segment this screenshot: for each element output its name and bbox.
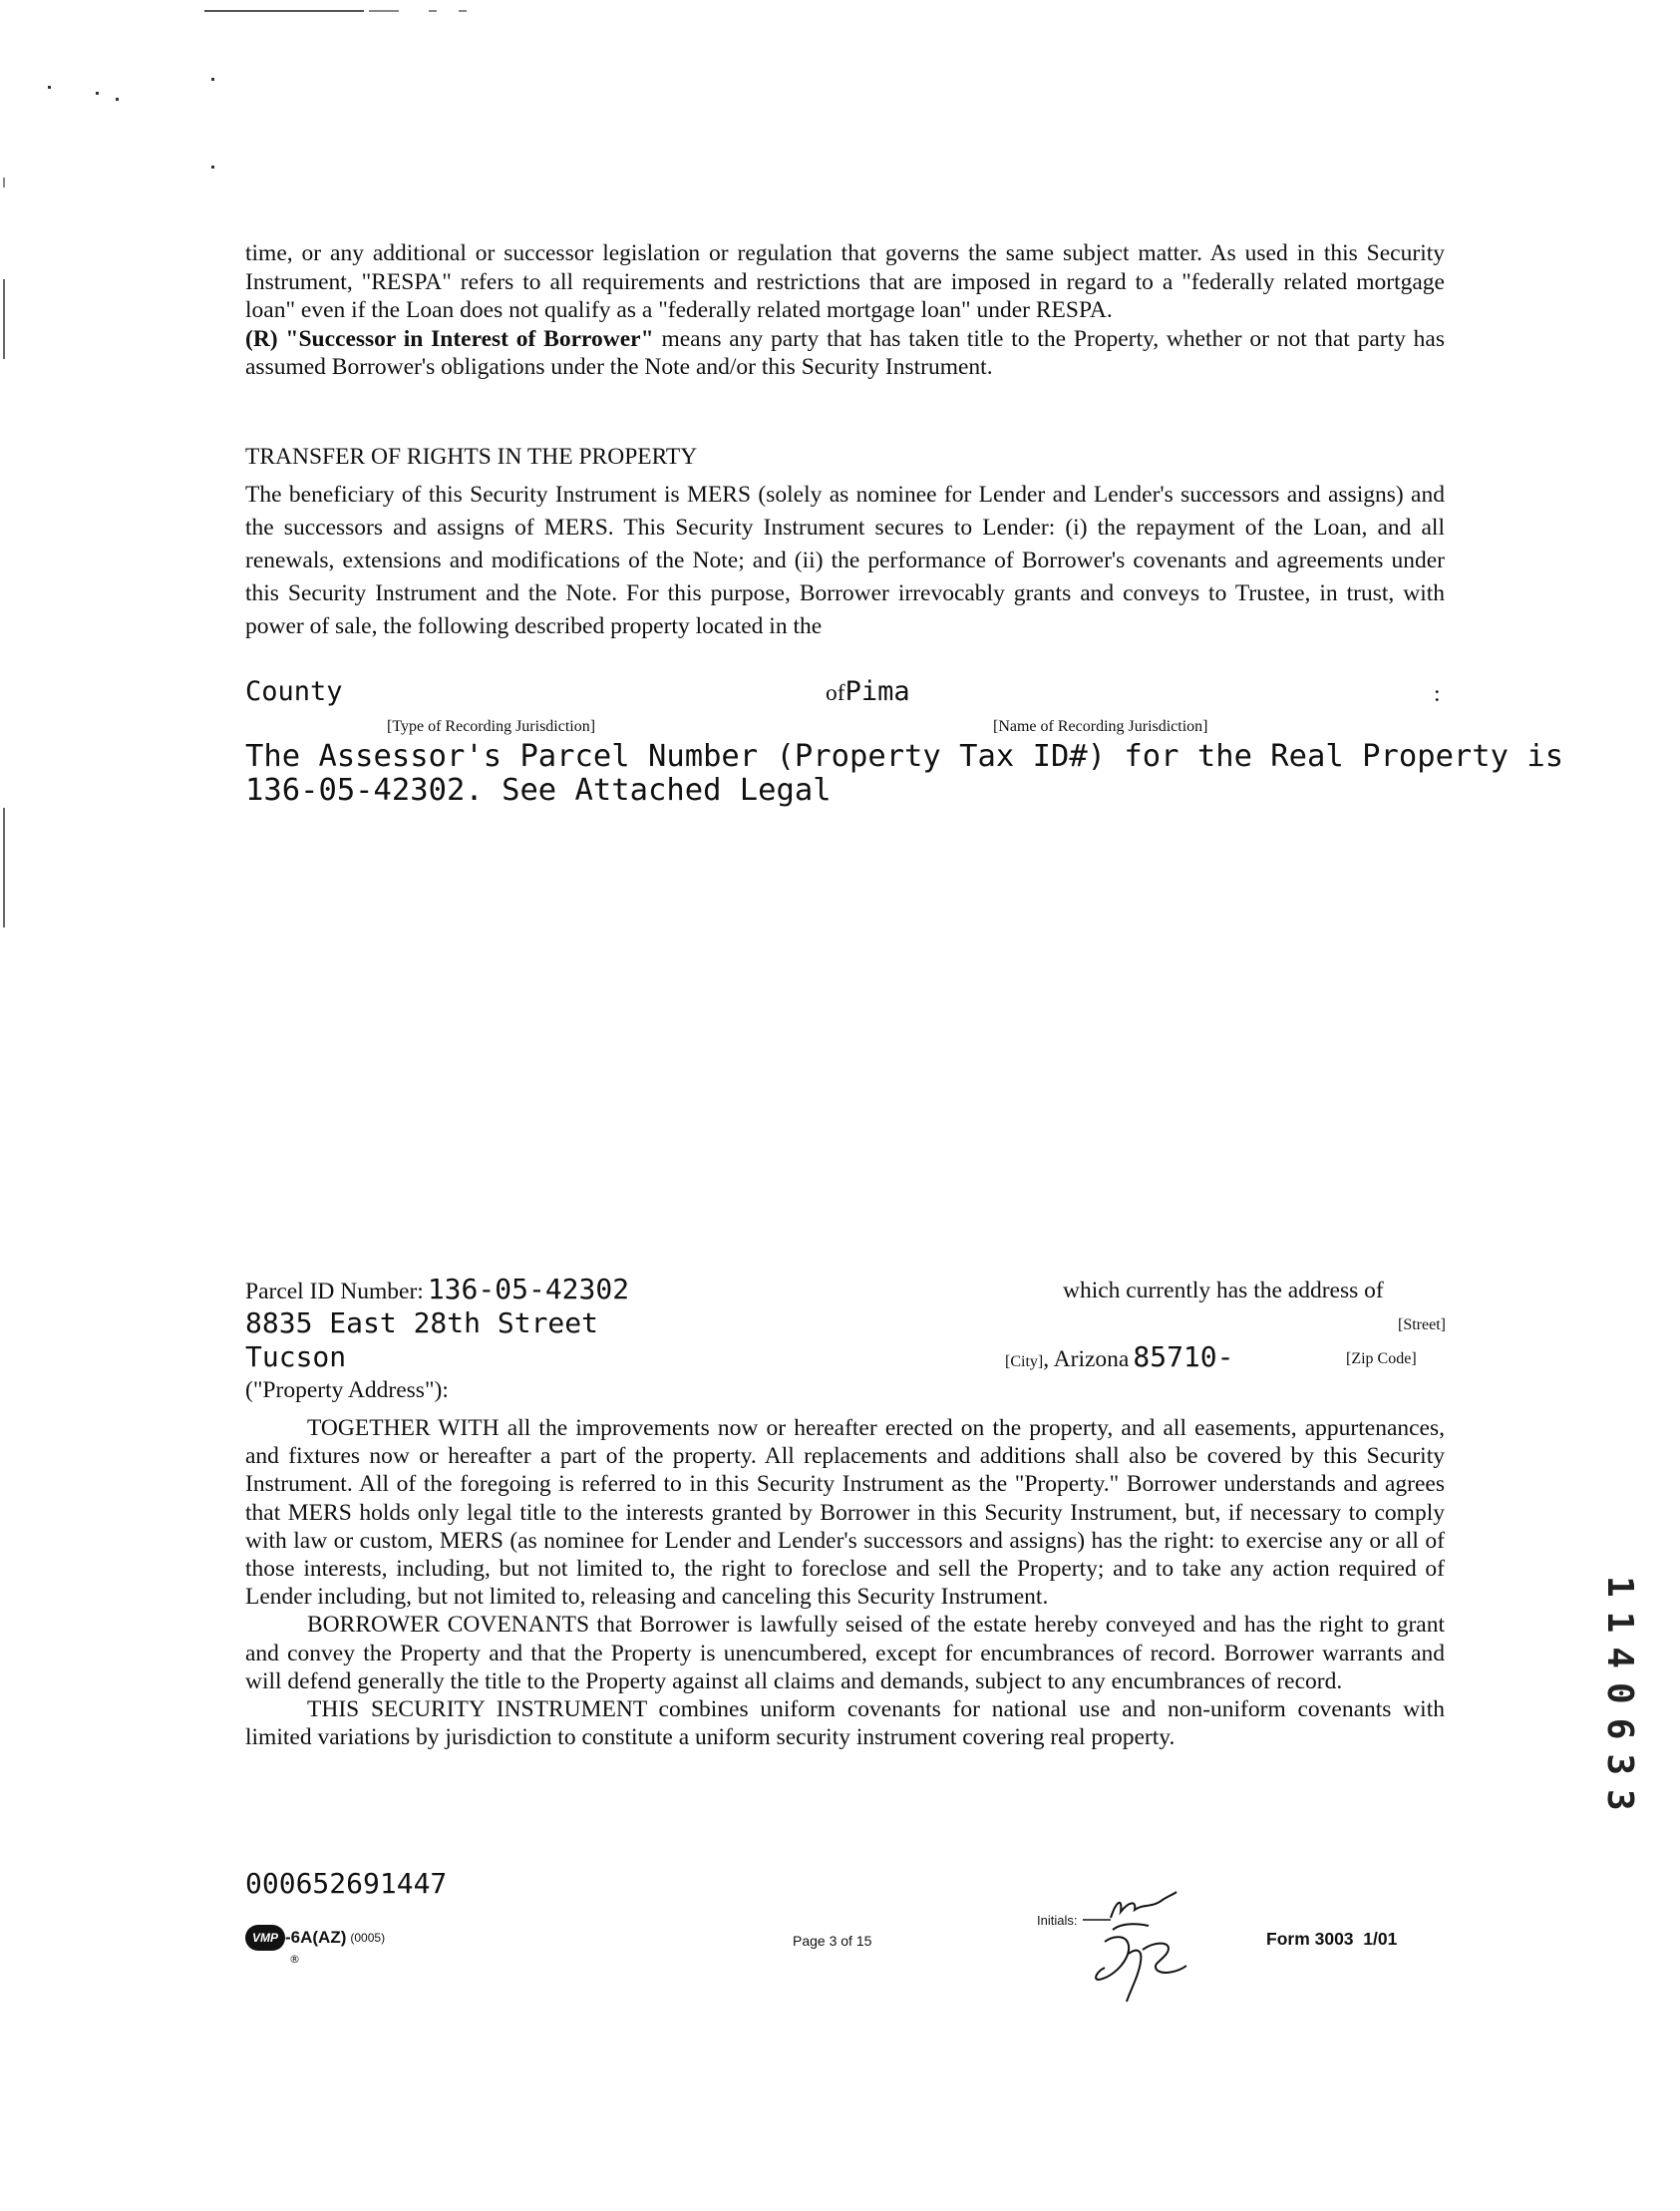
form-name: Form 3003 1/01: [1266, 1929, 1398, 1949]
scan-speck: [96, 92, 99, 95]
scan-speck: [211, 78, 214, 81]
jurisdiction-name-label: [Name of Recording Jurisdiction]: [993, 718, 1208, 735]
jurisdiction-type-value: County: [245, 676, 343, 707]
successor-text: means any party that has taken title to the Property, whether or not that party has assumed Borrower's obligations under the Note and/or this Security Instrument.: [245, 325, 1445, 380]
respa-paragraph: time, or any additional or successor legislation or regulation that governs the same subject matter. As used in this Security Instrument, "RESPA" refers to all requirements and restrictions that are imposed in regard to a "federally related mortgage loan" even if the Loan does not qualify as a "federally related mortgage loan" under RESPA.: [245, 240, 1445, 323]
scan-artifact-left-edge: [3, 279, 5, 359]
street-label: [Street]: [1398, 1316, 1446, 1333]
top-paragraph: [245, 239, 1445, 382]
legal-description-line-1: The Assessor's Parcel Number (Property Tax ID#) for the Real Property is: [245, 739, 1564, 774]
registered-mark: ®: [289, 1953, 300, 1966]
street-value: 8835 East 28th Street: [245, 1306, 599, 1339]
scan-artifact-left-edge: [3, 178, 5, 187]
property-address-label: ("Property Address"):: [245, 1377, 449, 1403]
security-instrument-paragraph: THIS SECURITY INSTRUMENT combines uniform covenants for national use and non-uniform covenants with limited variations by jurisdiction to constitute a uniform security instrument covering real property.: [245, 1696, 1445, 1751]
scan-speck: [116, 98, 119, 101]
city-label: [City]: [1005, 1353, 1044, 1370]
form-code: -6A(AZ): [285, 1928, 347, 1947]
successor-label: (R) "Successor in Interest of Borrower": [245, 325, 654, 352]
initials-signature-drawing: [1083, 1890, 1222, 2010]
transfer-heading: TRANSFER OF RIGHTS IN THE PROPERTY: [245, 444, 698, 470]
borrower-covenants-paragraph: BORROWER COVENANTS that Borrower is lawfully seised of the estate hereby conveyed and has the right to grant and convey the Property and that the Property is unencumbered, except for encumbrances of record. Borrower warrants and will defend generally the title to the Property against all claims and demands, subject to any encumbrances of record.: [245, 1612, 1445, 1694]
transfer-paragraph: The beneficiary of this Security Instrument is MERS (solely as nominee for Lender and Lender's successors and assigns) and the successors and assigns of MERS. This Security Instrument secures to Lender: (i) the repayment of the Loan, and all renewals, extensions and modifications of the Note; and (ii) the performance of Borrower's covenants and agreements under this Security Instrument and the Note. For this purpose, Borrower irrevocably grants and conveys to Trustee, in trust, with power of sale, the following described property located in the: [245, 482, 1445, 639]
scan-speck: [48, 86, 51, 89]
vmp-logo: [245, 1925, 285, 1951]
successor-paragraph: [245, 325, 1445, 382]
scan-speck: [211, 166, 214, 169]
parcel-id-value: 136-05-42302: [427, 1273, 630, 1305]
parcel-id-label: Parcel ID Number:: [245, 1279, 424, 1304]
initials-label: Initials:: [1037, 1913, 1078, 1928]
loan-number: 000652691447: [245, 1867, 448, 1900]
jurisdiction-of: of: [826, 680, 845, 706]
together-paragraph: TOGETHER WITH all the improvements now or hereafter erected on the property, and all easements, appurtenances, and fixtures now or hereafter a part of the property. All replacements and additions shall also be covered by this Security Instrument. All of the foregoing is referred to in this Security Instrument as the "Property." Borrower understands and agrees that MERS holds only legal title to the interests granted by Borrower in this Security Instrument, but, if necessary to comply with law or custom, MERS (as nominee for Lender and Lender's successors and assigns) has the right: to exercise any or all of those interests, including, but not limited to, the right to foreclose and sell the Property; and to take any action required of Lender including, but not limited to, releasing and canceling this Security Instrument.: [245, 1415, 1445, 1611]
zip-label: [Zip Code]: [1346, 1350, 1417, 1367]
scan-artifact-top-line-4: [459, 10, 467, 12]
city-state-zip: [1005, 1340, 1234, 1379]
initials-signature: [1083, 1890, 1222, 2010]
form-version: (0005): [350, 1931, 386, 1945]
body-paragraphs: [245, 1414, 1445, 1751]
page-label: Page 3 of 15: [793, 1933, 872, 1949]
scan-artifact-top-line-2: [369, 10, 399, 12]
city-value: Tucson: [245, 1340, 347, 1373]
side-recording-stamp: 1140633: [1599, 1576, 1640, 1825]
address-intro: which currently has the address of: [1063, 1278, 1384, 1303]
jurisdiction-of-name: [826, 676, 910, 712]
zip-value: 85710-: [1133, 1340, 1234, 1373]
scan-artifact-top-line-3: [429, 10, 437, 12]
vmp-logo-text: VMP: [251, 1931, 278, 1945]
scan-artifact-top-line: [204, 10, 364, 12]
legal-description-line-2: 136-05-42302. See Attached Legal: [245, 773, 832, 808]
scan-artifact-left-edge: [3, 808, 5, 927]
state-text: , Arizona: [1043, 1346, 1130, 1372]
jurisdiction-name-value: Pima: [844, 676, 910, 707]
jurisdiction-end-mark: :: [1434, 681, 1441, 707]
legal-description: [245, 740, 1563, 808]
jurisdiction-type-label: [Type of Recording Jurisdiction]: [387, 718, 596, 735]
footer-form-id: [245, 1925, 386, 1966]
